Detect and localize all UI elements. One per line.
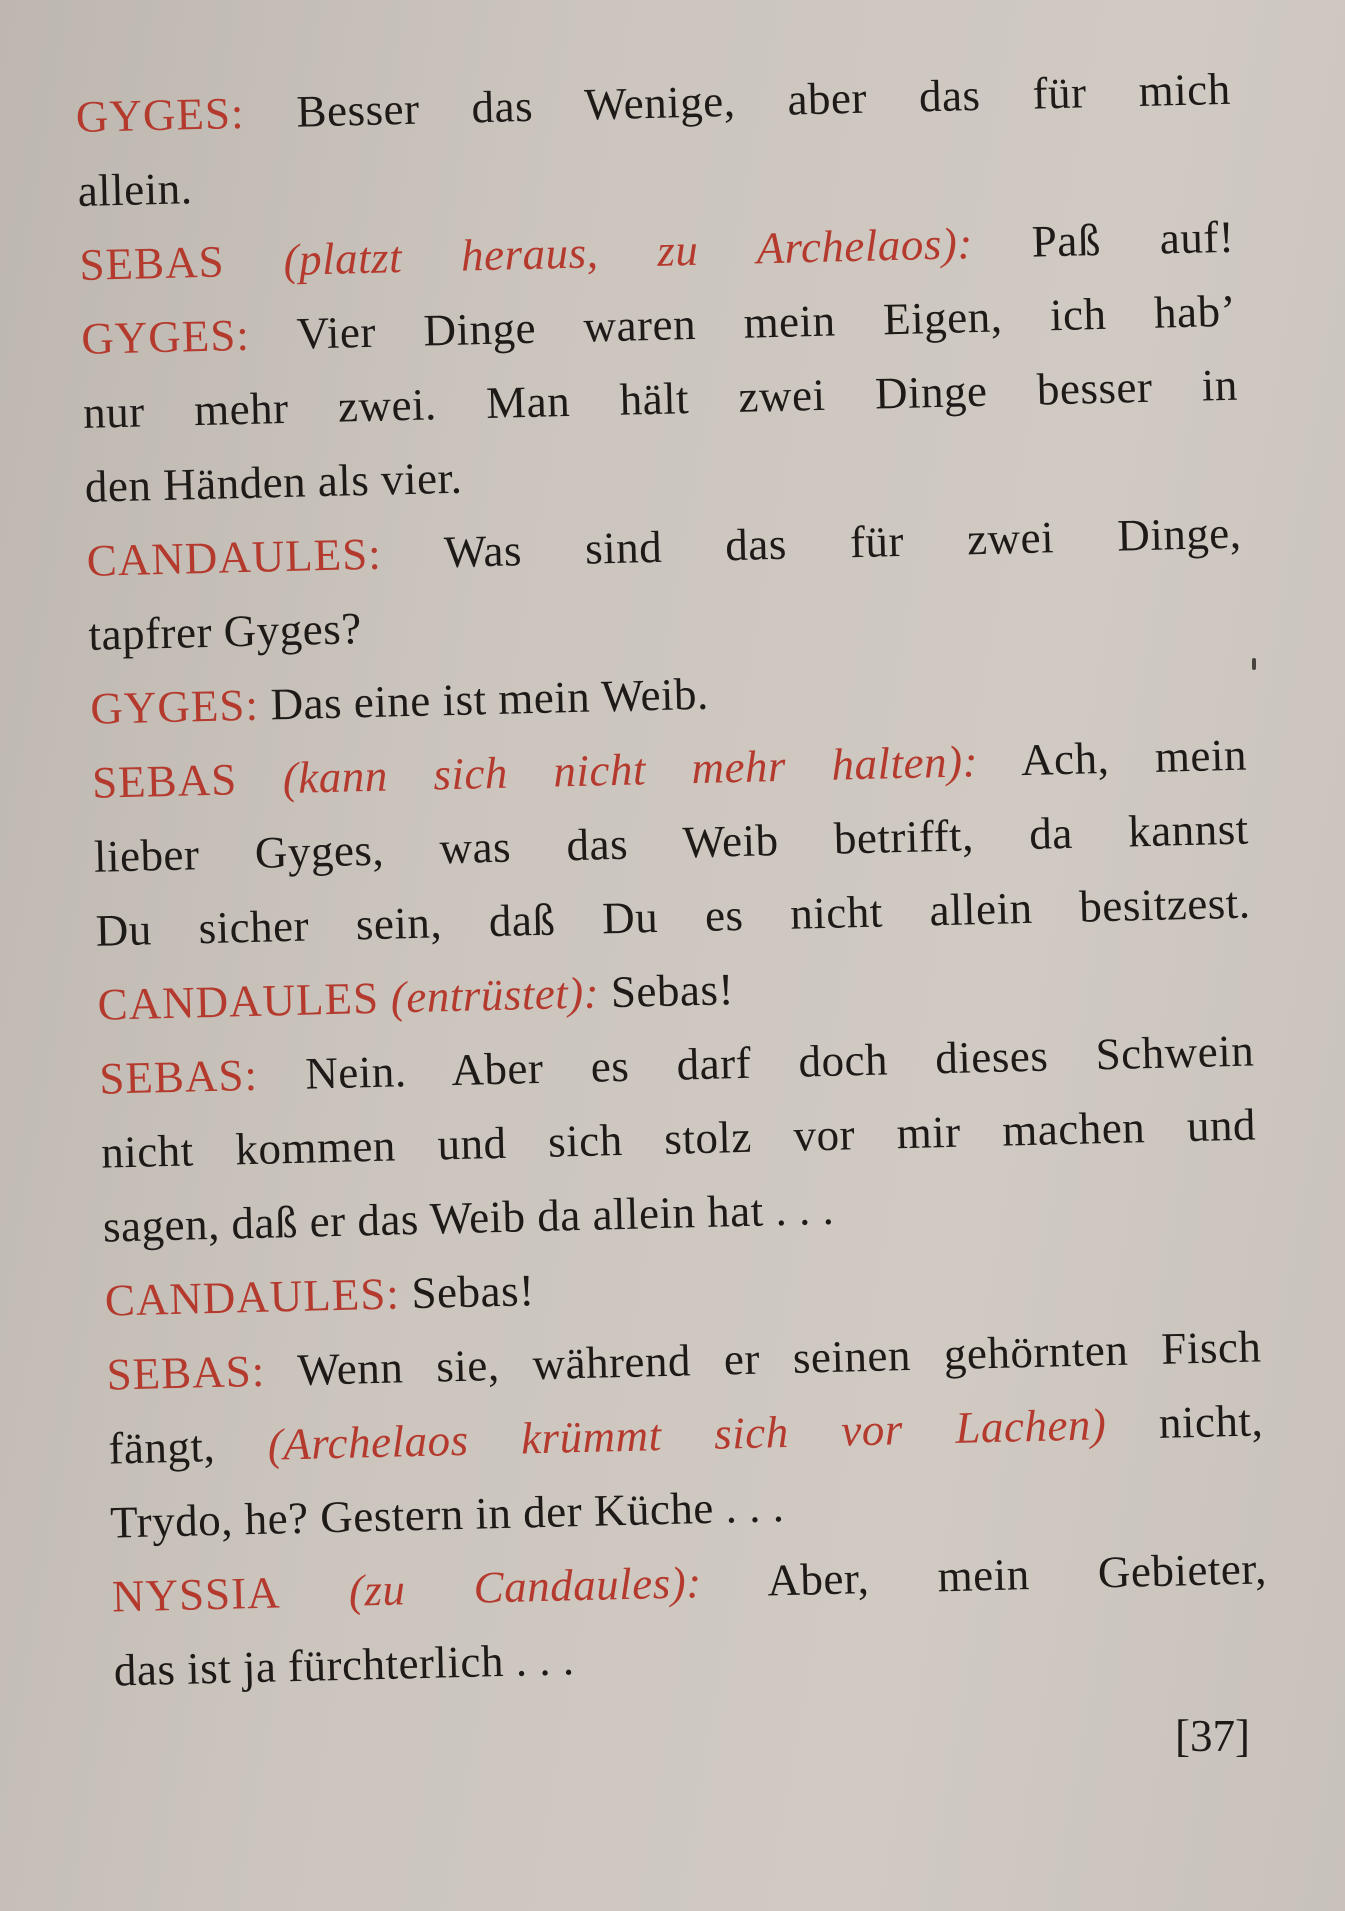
speaker-name: SEBAS <box>91 754 238 808</box>
spoken-text: Nein. Aber es darf doch dieses Schwein <box>304 1025 1255 1099</box>
spoken-text: Besser das Wenige, aber das für mich <box>295 63 1232 137</box>
speaker-name: GYGES: <box>89 679 260 734</box>
spoken-text: Wenn sie, während er seinen gehörnten Fisch <box>296 1321 1262 1395</box>
speaker-name: SEBAS <box>78 236 226 290</box>
spoken-text: nicht, <box>1158 1395 1264 1448</box>
spoken-text: Aber, mein Gebieter, <box>766 1543 1268 1606</box>
spoken-text: Du sicher sein, daß Du es nicht allein besitzest. <box>95 877 1252 956</box>
speaker-name: NYSSIA <box>111 1567 282 1622</box>
spoken-text: Was sind das für zwei Dinge, <box>443 507 1243 578</box>
speaker-name: SEBAS: <box>98 1049 259 1104</box>
dialogue-text-block <box>75 52 1269 1708</box>
stage-direction: (Archelaos krümmt sich vor Lachen) <box>267 1399 1107 1470</box>
spoken-text: Sebas! <box>610 964 735 1018</box>
spoken-text: nicht kommen und sich stolz vor mir machen und <box>100 1099 1257 1178</box>
spoken-text: den Händen als vier. <box>84 452 463 512</box>
spoken-text: Vier Dinge waren mein Eigen, ich hab’ <box>296 285 1237 359</box>
stage-direction: (entrüstet): <box>390 967 600 1023</box>
speaker-name: GYGES: <box>80 309 251 364</box>
speaker-name: CANDAULES <box>96 972 380 1030</box>
stage-direction: (zu Candaules): <box>348 1557 703 1616</box>
stage-direction: (platzt heraus, zu Archelaos): <box>282 218 974 285</box>
page-number: [37] <box>1175 1711 1250 1761</box>
spoken-text: allein. <box>77 163 194 216</box>
spoken-text: fängt, <box>107 1420 216 1474</box>
spoken-text: Paß auf! <box>1031 211 1235 267</box>
spoken-text: das ist ja fürchterlich . . . <box>113 1634 575 1696</box>
speaker-name: SEBAS: <box>106 1345 266 1400</box>
speaker-name: CANDAULES: <box>104 1268 401 1326</box>
spoken-text: tapfrer Gyges? <box>87 603 363 660</box>
speaker-name: GYGES: <box>75 87 245 142</box>
speaker-name: CANDAULES: <box>86 528 383 586</box>
spoken-text: Das eine ist mein Weib. <box>269 668 710 730</box>
paper-speck <box>1252 658 1256 670</box>
spoken-text: lieber Gyges, was das Weib betrifft, da kannst <box>93 803 1250 882</box>
spoken-text: nur mehr zwei. Man hält zwei Dinge besser in <box>82 359 1239 438</box>
spoken-text: Ach, mein <box>1020 729 1248 786</box>
spoken-text: sagen, daß er das Weib da allein hat . . . <box>102 1183 835 1252</box>
spoken-text: Trydo, he? Gestern in der Küche . . . <box>109 1481 785 1548</box>
spoken-text: Sebas! <box>410 1265 536 1319</box>
stage-direction: (kann sich nicht mehr halten): <box>282 736 979 804</box>
